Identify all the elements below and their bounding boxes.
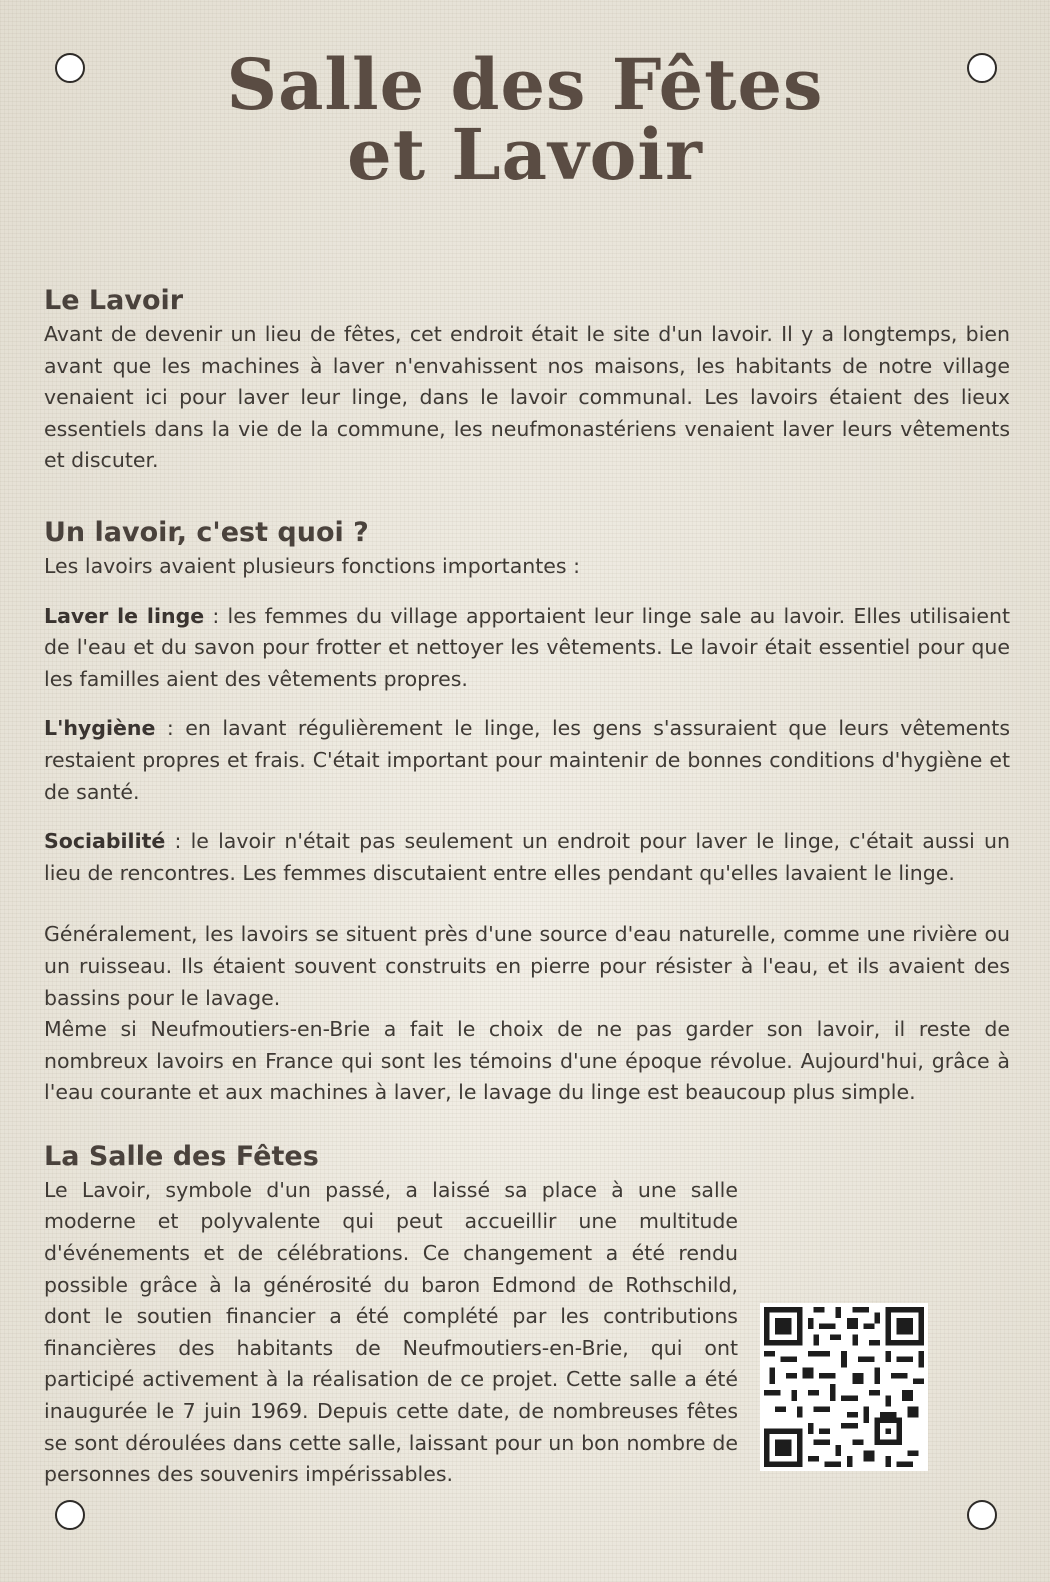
salle-paragraph: Le Lavoir, symbole d'un passé, a laissé sa place à une salle moderne et polyvalente qui peut accueillir une multitude d'événements et de célébrations. Ce changement a été rendu possible grâce à la générosité du baron Edmond de Rothschild, dont le soutien financier a été complété par les contributions financières des habitants de Neufmoutiers-en-Brie, qui ont participé activement à la réalisation de ce projet. Cette salle a été inaugurée le 7 juin 1969. Depuis cette date, de nombreuses fêtes se sont déroulées dans cette salle, laissant pour un bon nombre de personnes des souvenirs impérissables. — [44, 1177, 738, 1487]
function-text: : en lavant régulièrement le linge, les gens s'assuraient que leurs vêtements restaient propres et frais. C'était important pour maintenir de bonnes conditions d'hygiène et de santé. — [44, 716, 1010, 804]
heading-un-lavoir-cest-quoi: Un lavoir, c'est quoi ? — [44, 516, 369, 548]
lavoir-paragraph: Avant de devenir un lieu de fêtes, cet endroit était le site d'un lavoir. Il y a longtemps, bien avant que les machines à laver n'envahissent nos maisons, les habitants de notre village venaient ici pour laver leur linge, dans le lavoir communal. Les lavoirs étaient des lieux essentiels dans la vie de la commune, les neufmonastériens venaient laver leurs vêtements et discuter. — [44, 322, 1010, 473]
function-term: Laver le linge — [44, 603, 205, 628]
qr-code-icon[interactable] — [760, 1303, 928, 1471]
content — [44, 283, 1010, 1491]
heading-le-lavoir: Le Lavoir — [44, 285, 184, 316]
title-line-2: et Lavoir — [347, 113, 703, 196]
functions-intro: Les lavoirs avaient plusieurs fonctions importantes : — [44, 553, 581, 578]
location-paragraph: Généralement, les lavoirs se situent près d'une source d'eau naturelle, comme une rivière ou un ruisseau. Ils étaient souvent construits en pierre pour résister à l'eau, et ils avaient des bassins pour le lavage. — [44, 922, 1010, 1010]
function-item — [44, 826, 1010, 889]
function-term: L'hygiène — [44, 716, 156, 741]
function-item — [44, 601, 1010, 696]
function-term: Sociabilité — [44, 829, 166, 854]
qr-code-graphic — [764, 1307, 924, 1467]
function-text: : le lavoir n'était pas seulement un endroit pour laver le linge, c'était aussi un lieu de rencontres. Les femmes discutaient entre elles pendant qu'elles lavaient le linge. — [44, 829, 1010, 885]
mounting-hole-bottom-right — [967, 1500, 997, 1530]
function-text: : les femmes du village apportaient leur linge sale au lavoir. Elles utilisaient de l'eau et du savon pour frotter et nettoyer les vêtements. Le lavoir était essentiel pour que les familles aient des vêtements propres. — [44, 603, 1010, 691]
neufmoutiers-paragraph: Même si Neufmoutiers-en-Brie a fait le choix de ne pas garder son lavoir, il reste de nombreux lavoirs en France qui sont les témoins d'une époque révolue. Aujourd'hui, grâce à l'eau courante et aux machines à laver, le lavage du linge est beaucoup plus simple. — [44, 1017, 1010, 1105]
function-item — [44, 713, 1010, 808]
mounting-hole-bottom-left — [55, 1500, 85, 1530]
heading-la-salle-des-fetes: La Salle des Fêtes — [44, 1140, 319, 1172]
title-line-1: Salle des Fêtes — [226, 43, 824, 126]
page-title — [0, 43, 1050, 196]
